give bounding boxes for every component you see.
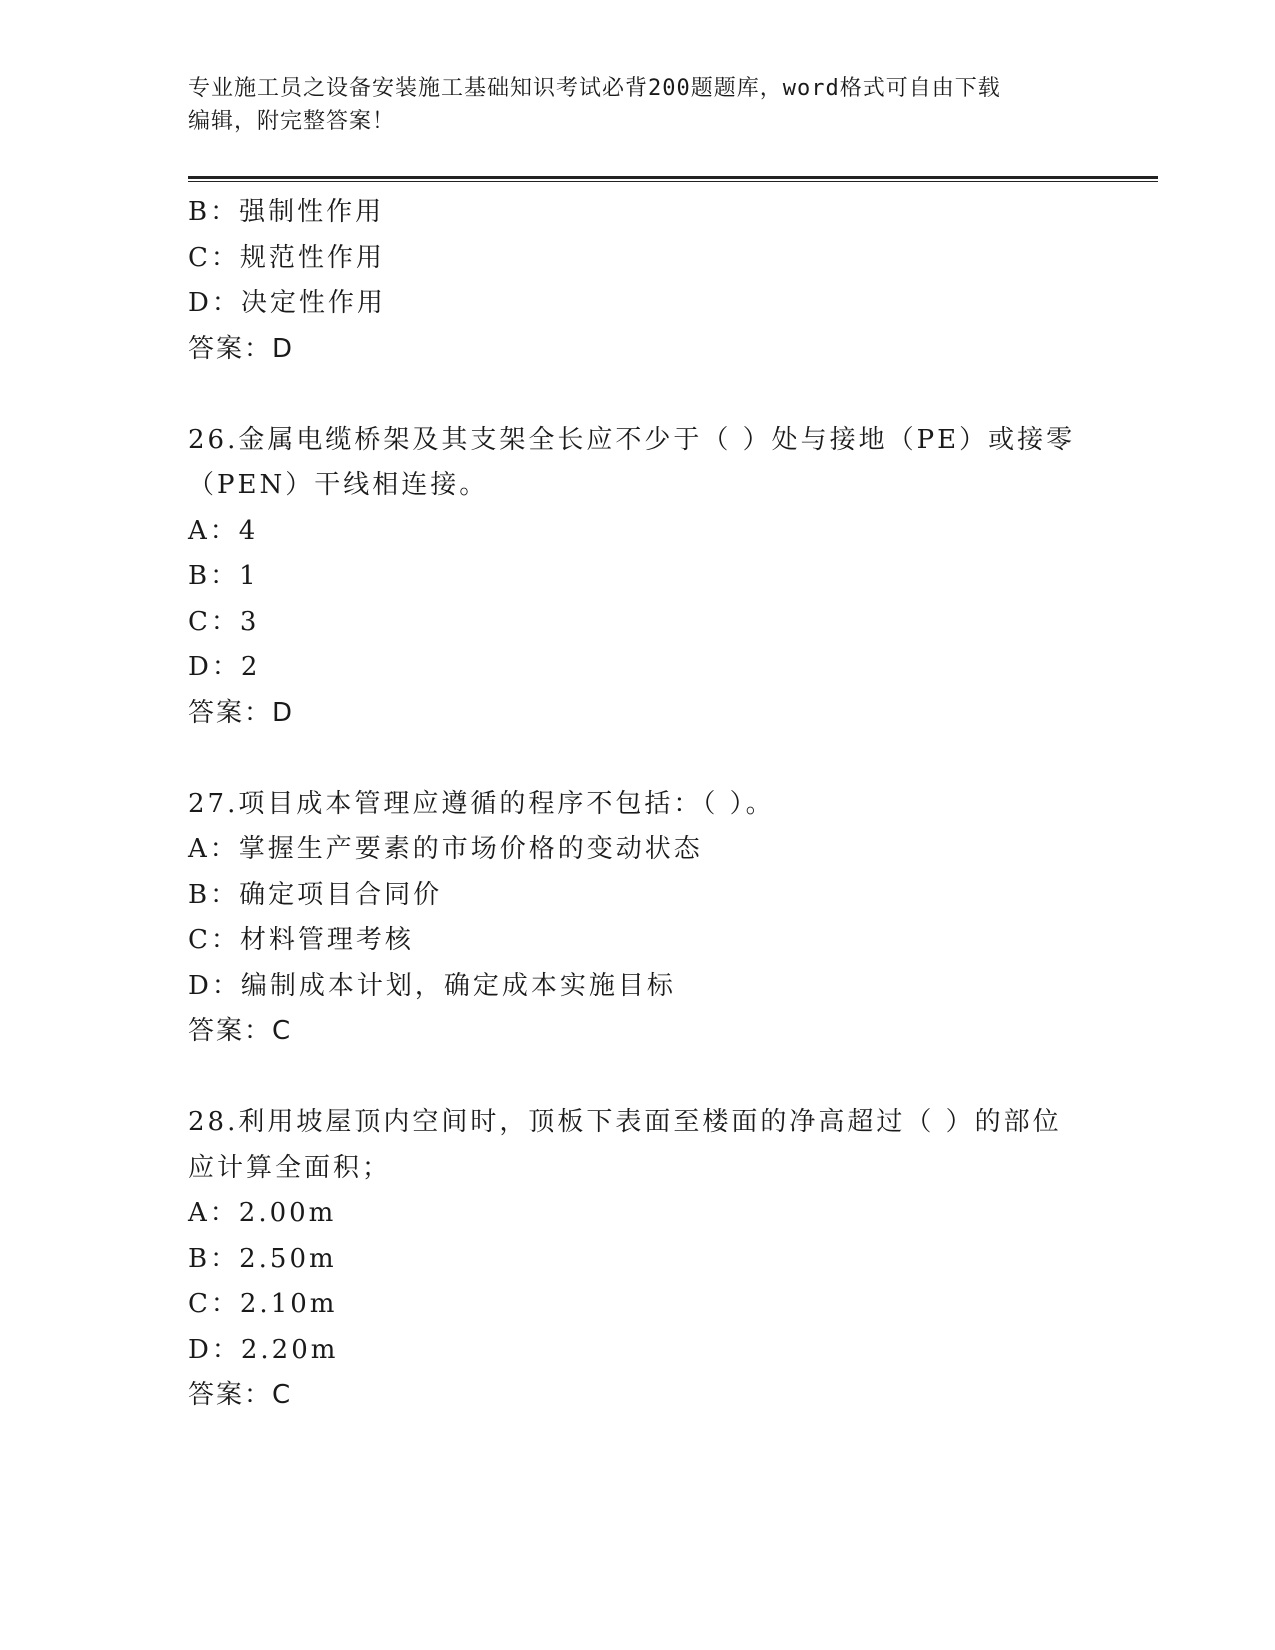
question-text-line-1: 26.金属电缆桥架及其支架全长应不少于（ ）处与接地（PE）或接零: [188, 424, 1076, 455]
option-a: A：掌握生产要素的市场价格的变动状态: [188, 834, 703, 864]
document-header: [188, 72, 1088, 138]
option-b: B：强制性作用: [188, 197, 385, 227]
header-divider-thin: [188, 181, 1158, 182]
question-28: [188, 1100, 1088, 1419]
question-text-line-2: 应计算全面积；: [188, 1152, 392, 1183]
question-27: [188, 782, 1088, 1055]
question-text-line-2: （PEN）干线相连接。: [188, 470, 489, 500]
document-body: [188, 190, 1088, 1419]
option-d: D：决定性作用: [188, 288, 386, 318]
option-b: B：1: [188, 561, 259, 591]
answer-label: 答案：D: [188, 333, 295, 364]
option-d: D：2.20m: [188, 1334, 339, 1365]
option-a: A：2.00m: [188, 1198, 337, 1228]
spacer: [188, 736, 1088, 782]
option-d: D：2: [188, 652, 261, 682]
answer-label: 答案：C: [188, 1380, 293, 1410]
option-c: C：3: [188, 606, 260, 637]
option-a: A：4: [188, 515, 259, 546]
header-line-1: 专业施工员之设备安装施工基础知识考试必背200题题库，word格式可自由下载: [188, 76, 1001, 101]
answer-label: 答案：C: [188, 1016, 293, 1046]
header-divider-thick: [188, 176, 1158, 179]
question-26: [188, 418, 1088, 737]
option-b: B：2.50m: [188, 1243, 337, 1274]
spacer: [188, 372, 1088, 418]
option-c: C：2.10m: [188, 1289, 338, 1319]
answer-label: 答案：D: [188, 697, 295, 728]
question-text-line-1: 28.利用坡屋顶内空间时，顶板下表面至楼面的净高超过（ ）的部位: [188, 1107, 1062, 1137]
question-25-continued: [188, 190, 1088, 372]
question-text-line-1: 27.项目成本管理应遵循的程序不包括：（ ）。: [188, 788, 775, 819]
option-d: D：编制成本计划，确定成本实施目标: [188, 970, 676, 1001]
option-c: C：规范性作用: [188, 242, 385, 273]
option-b: B：确定项目合同价: [188, 879, 443, 910]
header-line-2: 编辑，附完整答案！: [188, 109, 396, 134]
spacer: [188, 1055, 1088, 1101]
option-c: C：材料管理考核: [188, 925, 414, 955]
